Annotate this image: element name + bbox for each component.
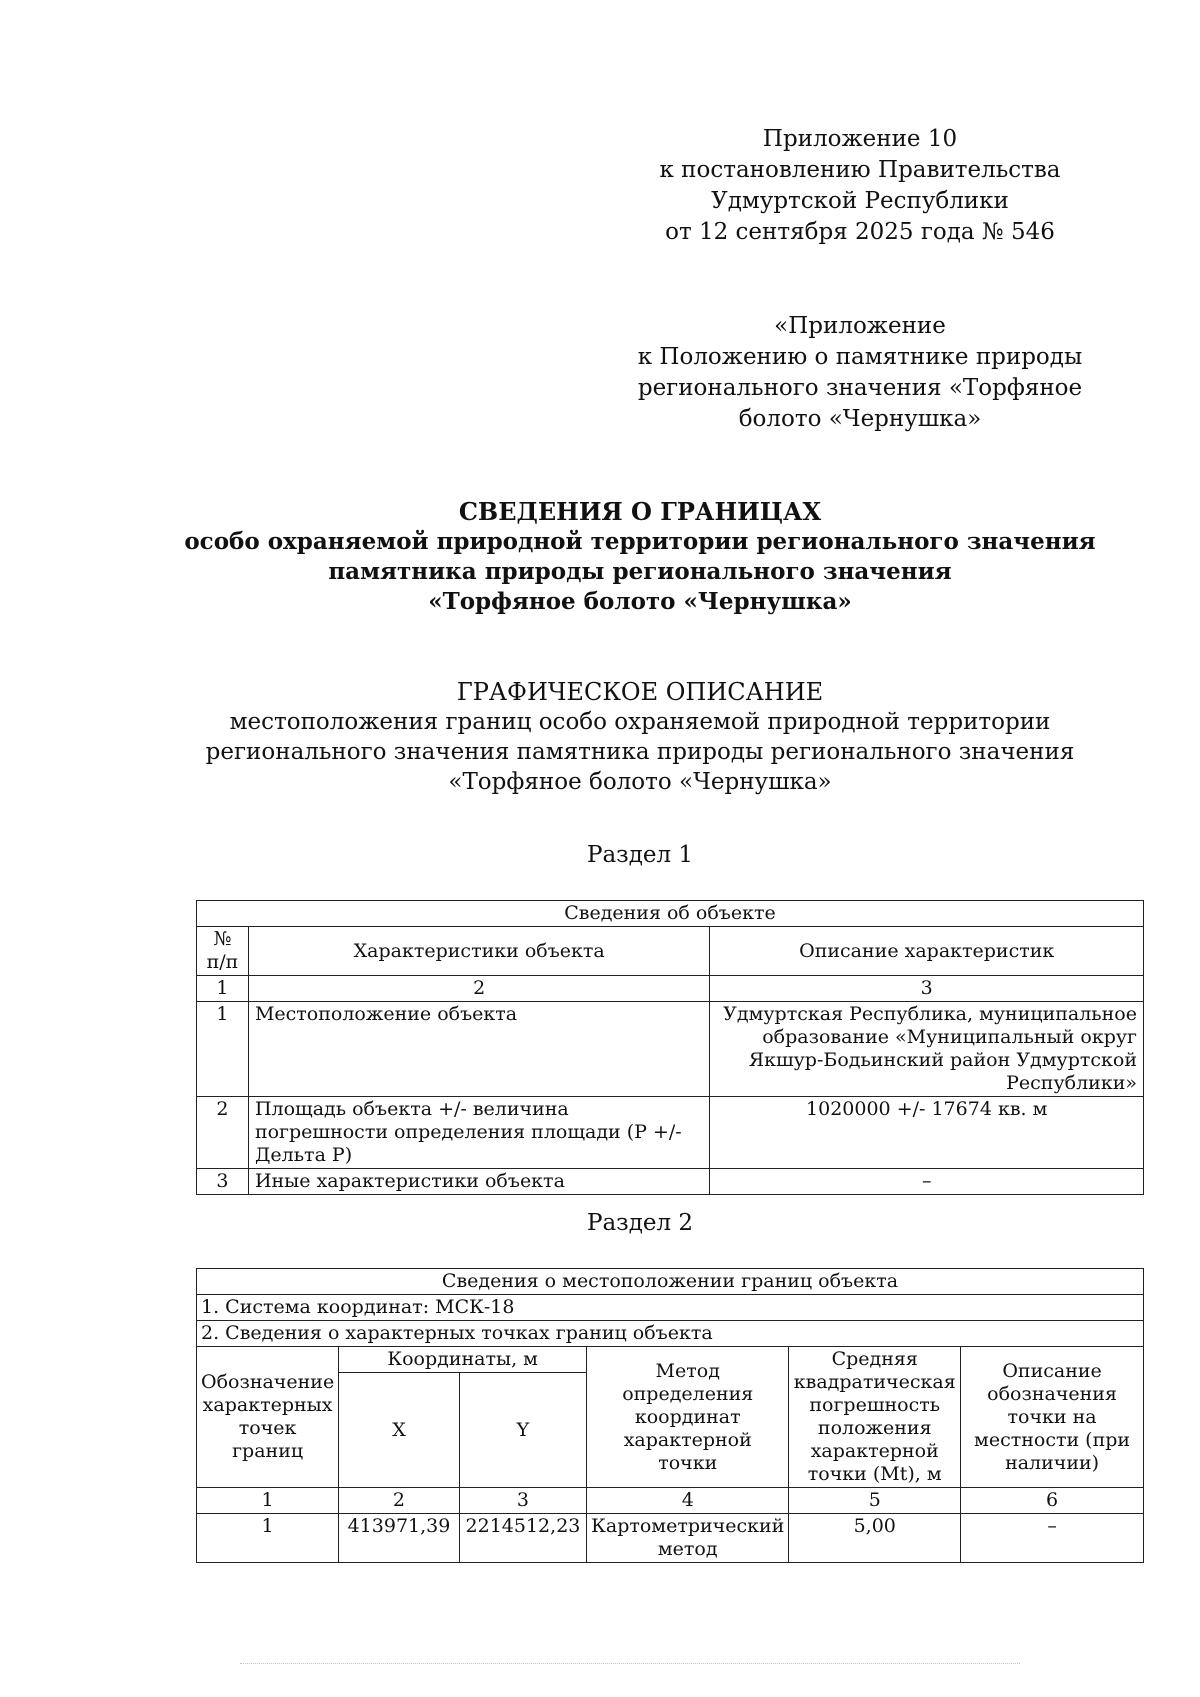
boundaries-subtitle-1: особо охраняемой природной территории регионального значения <box>184 528 1096 555</box>
appendix-regulation-reference <box>600 311 1120 435</box>
coord-system-row <box>197 1295 1144 1321</box>
row-num: 1 <box>197 1002 249 1097</box>
table-caption-row <box>197 1269 1144 1295</box>
appendix-line-2: к постановлению Правительства <box>659 157 1061 183</box>
point-method: Картометрический метод <box>587 1514 789 1563</box>
appendix2-line-3: регионального значения «Торфяное <box>637 375 1083 401</box>
points-info-row <box>197 1321 1144 1347</box>
header-num: № п/п <box>197 927 249 976</box>
graphic-description-heading <box>150 677 1130 797</box>
boundaries-title: СВЕДЕНИЯ О ГРАНИЦАХ <box>458 497 822 526</box>
scan-artifact-divider <box>240 1663 1020 1666</box>
table-row <box>197 1097 1144 1169</box>
points-info: 2. Сведения о характерных точках границ объекта <box>197 1321 1144 1347</box>
point-x: 413971,39 <box>339 1514 460 1563</box>
row-num: 2 <box>197 1097 249 1169</box>
row-characteristic: Местоположение объекта <box>248 1002 709 1097</box>
point-designation: 1 <box>197 1514 339 1563</box>
column-number: 2 <box>339 1488 460 1514</box>
header-designation: Обозначение характерных точек границ <box>197 1347 339 1488</box>
appendix2-line-2: к Положению о памятнике природы <box>637 344 1083 370</box>
column-number: 4 <box>587 1488 789 1514</box>
table-row <box>197 1169 1144 1195</box>
column-number: 3 <box>710 976 1144 1002</box>
section-1-title: Раздел 1 <box>586 842 694 868</box>
graphic-description-line-3: «Торфяное болото «Чернушка» <box>448 769 832 795</box>
table-header-row <box>197 1347 1144 1373</box>
appendix-line-3: Удмуртской Республики <box>711 188 1009 214</box>
boundary-points-table <box>196 1268 1144 1563</box>
row-characteristic: Иные характеристики объекта <box>248 1169 709 1195</box>
table-row <box>197 1514 1144 1563</box>
header-method: Метод определения координат характерной точки <box>587 1347 789 1488</box>
object-info-table <box>196 900 1144 1195</box>
header-y: Y <box>459 1373 586 1488</box>
point-error: 5,00 <box>789 1514 961 1563</box>
column-number: 5 <box>789 1488 961 1514</box>
row-description: – <box>710 1169 1144 1195</box>
point-y: 2214512,23 <box>459 1514 586 1563</box>
header-characteristic: Характеристики объекта <box>248 927 709 976</box>
row-description: 1020000 +/- 17674 кв. м <box>710 1097 1144 1169</box>
appendix2-line-4: болото «Чернушка» <box>738 406 982 432</box>
column-number: 3 <box>459 1488 586 1514</box>
boundaries-subtitle-3: «Торфяное болото «Чернушка» <box>428 588 852 615</box>
graphic-description-title: ГРАФИЧЕСКОЕ ОПИСАНИЕ <box>456 678 824 706</box>
section-2-title: Раздел 2 <box>586 1210 694 1236</box>
appendix2-line-1: «Приложение <box>774 313 946 339</box>
row-description: Удмуртская Республика, муниципальное образование «Муниципальный округ Якшур-Бодьинский район Удмуртской Республики» <box>710 1002 1144 1097</box>
column-numbers-row <box>197 1488 1144 1514</box>
table-caption-row <box>197 901 1144 927</box>
column-number: 1 <box>197 1488 339 1514</box>
graphic-description-line-1: местоположения границ особо охраняемой природной территории <box>229 709 1051 735</box>
table-row <box>197 1002 1144 1097</box>
column-numbers-row <box>197 976 1144 1002</box>
header-coordinates: Координаты, м <box>339 1347 587 1373</box>
boundaries-heading <box>150 497 1130 617</box>
appendix-reference <box>600 124 1120 248</box>
column-number: 6 <box>961 1488 1144 1514</box>
column-number: 1 <box>197 976 249 1002</box>
appendix-line-1: Приложение 10 <box>762 126 958 152</box>
graphic-description-line-2: регионального значения памятника природы регионального значения <box>205 739 1075 765</box>
point-description: – <box>961 1514 1144 1563</box>
header-x: X <box>339 1373 460 1488</box>
coord-system: 1. Система координат: МСК-18 <box>197 1295 1144 1321</box>
header-error: Средняя квадратическая погрешность положения характерной точки (Mt), м <box>789 1347 961 1488</box>
appendix-line-4: от 12 сентября 2025 года № 546 <box>665 219 1055 245</box>
row-num: 3 <box>197 1169 249 1195</box>
boundaries-subtitle-2: памятника природы регионального значения <box>328 558 952 585</box>
row-characteristic: Площадь объекта +/- величина погрешности определения площади (P +/- Дельта P) <box>248 1097 709 1169</box>
header-point-description: Описание обозначения точки на местности (при наличии) <box>961 1347 1144 1488</box>
column-number: 2 <box>248 976 709 1002</box>
object-info-caption: Сведения об объекте <box>197 901 1144 927</box>
table-header-row <box>197 927 1144 976</box>
boundary-caption: Сведения о местоположении границ объекта <box>197 1269 1144 1295</box>
header-description: Описание характеристик <box>710 927 1144 976</box>
